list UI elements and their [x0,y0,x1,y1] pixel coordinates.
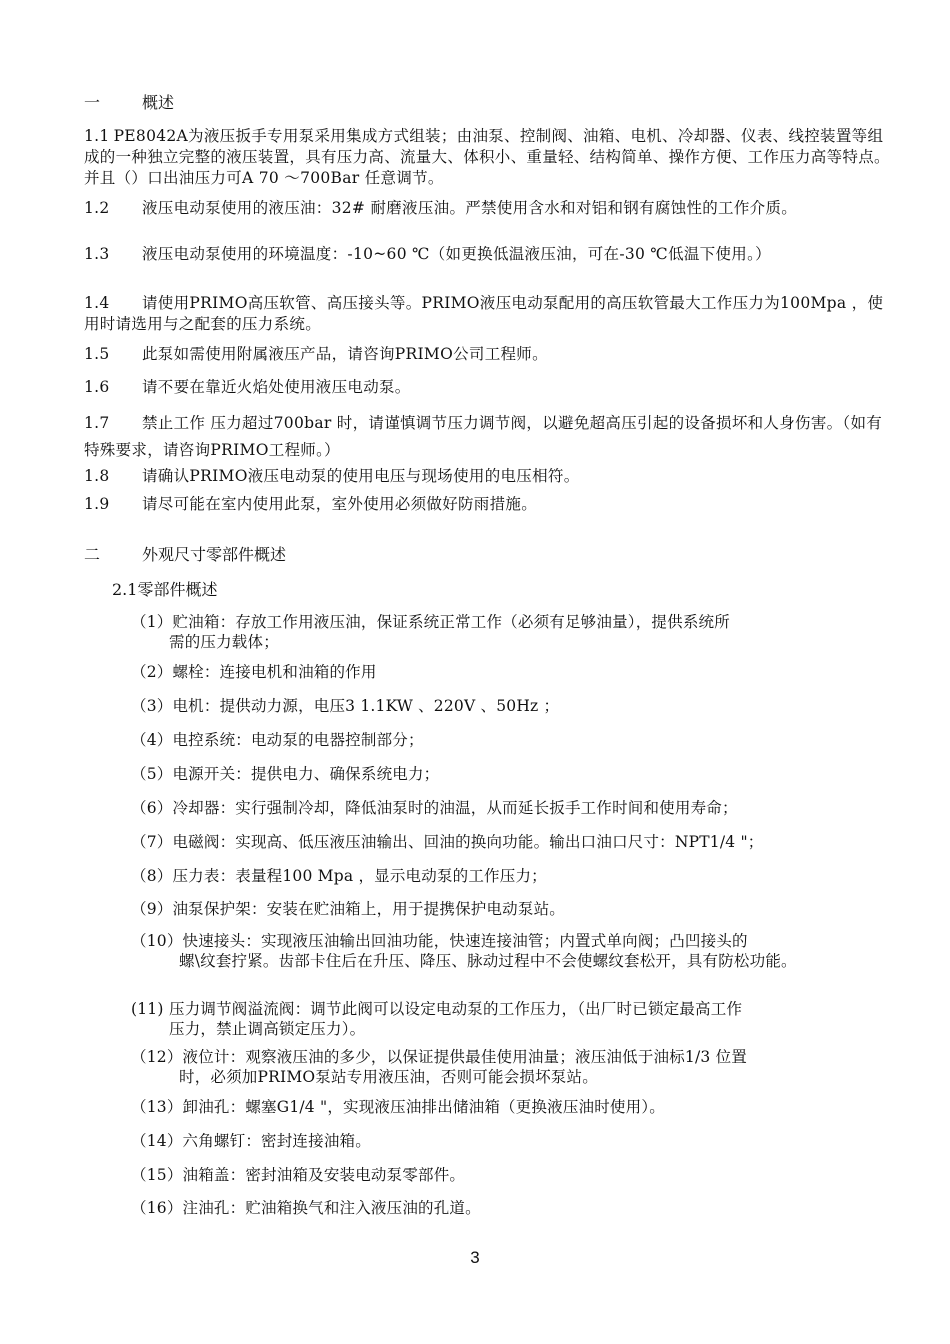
item-number: （6） [131,799,173,817]
item-number: （1） [131,613,173,631]
paragraph-number: 1.1 [84,127,110,145]
list-item [131,696,891,716]
paragraph-text: 液压电动泵使用的液压油：32# 耐磨液压油。严禁使用含水和对铝和钢有腐蚀性的工作介质。 [142,199,798,217]
item-number: （12） [131,1048,183,1066]
item-number: （3） [131,697,173,715]
paragraph-1-4 [84,293,894,335]
item-text: 电源开关：提供电力、确保系统电力； [172,765,440,783]
item-number: （8） [131,867,173,885]
paragraph-text: 禁止工作 压力超过700bar 时，请谨慎调节压力调节阀，以避免超高压引起的设备损坏和人身伤害。（如有特殊要求，请咨询PRIMO工程师。） [84,414,883,459]
item-text: 电机：提供动力源，电压3 1.1KW 、220V 、50Hz ； [172,697,560,715]
item-continuation: 时，必须加PRIMO泵站专用液压油，否则可能会损坏泵站。 [179,1068,598,1086]
section-2-heading [84,544,286,566]
paragraph-text: 请确认PRIMO液压电动泵的使用电压与现场使用的电压相符。 [142,467,580,485]
item-number: （9） [131,900,173,918]
item-text: 电控系统：电动泵的电器控制部分； [172,731,424,749]
list-item [131,832,891,852]
item-continuation: 压力，禁止调高锁定压力）。 [169,1020,366,1038]
item-number: （5） [131,765,173,783]
item-number: （10） [131,932,183,950]
item-number: (11) [131,1000,164,1018]
item-text: 压力调节阀溢流阀：调节此阀可以设定电动泵的工作压力，（出厂时已锁定最高工作 [169,1000,743,1018]
page-number: 3 [470,1248,480,1267]
item-number: （16） [131,1199,183,1217]
paragraph-number: 1.7 [84,414,110,432]
list-item [131,612,891,652]
paragraph-1-8 [84,466,894,487]
item-text: 液位计：观察液压油的多少，以保证提供最佳使用油量；液压油低于油标1/3 位置 [182,1048,748,1066]
list-item [131,1131,891,1151]
item-text: 注油孔：贮油箱换气和注入液压油的孔道。 [182,1199,481,1217]
paragraph-number: 1.8 [84,467,110,485]
list-item [131,1047,891,1087]
item-continuation: 螺\纹套拧紧。齿部卡住后在升压、降压、脉动过程中不会使螺纹套松开，具有防松功能。 [179,952,797,970]
paragraph-number: 1.6 [84,378,110,396]
paragraph-1-6 [84,377,894,398]
paragraph-1-7 [84,410,894,464]
list-item [131,1097,891,1117]
list-item [131,730,891,750]
paragraph-text: 请尽可能在室内使用此泵，室外使用必须做好防雨措施。 [142,495,538,513]
item-number: （4） [131,731,173,749]
item-number: （14） [131,1132,183,1150]
paragraph-text: PE8042A为液压扳手专用泵采用集成方式组装；由油泵、控制阀、油箱、电机、冷却器、仪表、线控装置等组成的一种独立完整的液压装置，具有压力高、流量大、体积小、重量轻、结构简单、操作方便、工作压力高等特点。并且（）口出油压力可A 70 ～700Bar 任意调节。 [84,127,890,187]
section-1-title: 概述 [142,93,175,112]
paragraph-1-1 [84,126,894,189]
section-2-number: 二 [84,545,101,564]
list-item [131,1165,891,1185]
item-text: 卸油孔：螺塞G1/4 "，实现液压油排出储油箱（更换液压油时使用）。 [182,1098,665,1116]
paragraph-number: 1.5 [84,345,110,363]
item-number: （2） [131,663,173,681]
list-item [131,764,891,784]
item-number: （13） [131,1098,183,1116]
list-item [131,662,891,682]
list-item [131,798,891,818]
paragraph-text: 此泵如需使用附属液压产品，请咨询PRIMO公司工程师。 [142,345,548,363]
section-2-title: 外观尺寸零部件概述 [142,545,287,564]
item-number: （7） [131,833,173,851]
item-text: 六角螺钉：密封连接油箱。 [182,1132,371,1150]
section-1-heading [84,92,174,114]
paragraph-1-9 [84,494,894,515]
paragraph-text: 请使用PRIMO高压软管、高压接头等。PRIMO液压电动泵配用的高压软管最大工作压力为100Mpa ，使用时请选用与之配套的压力系统。 [84,294,884,333]
item-text: 电磁阀：实现高、低压液压油输出、回油的换向功能。输出口油口尺寸：NPT1/4 "； [172,833,764,851]
item-text: 压力表：表量程100 Mpa ，显示电动泵的工作压力； [172,867,547,885]
item-number: （15） [131,1166,183,1184]
paragraph-1-2 [84,198,894,219]
paragraph-1-3 [84,244,894,265]
subsection-2-1-heading: 2.1零部件概述 [112,580,218,599]
list-item [131,1198,891,1218]
item-text: 冷却器：实行强制冷却，降低油泵时的油温，从而延长扳手工作时间和使用寿命； [172,799,738,817]
item-text: 快速接头：实现液压油输出回油功能，快速连接油管；内置式单向阀；凸凹接头的 [182,932,748,950]
item-text: 贮油箱：存放工作用液压油，保证系统正常工作（必须有足够油量），提供系统所 [172,613,730,631]
paragraph-number: 1.3 [84,245,110,263]
paragraph-number: 1.4 [84,294,110,312]
item-continuation: 需的压力载体； [169,633,279,651]
list-item [131,931,891,971]
paragraph-text: 液压电动泵使用的环境温度：-10~60 ℃（如更换低温液压油，可在-30 ℃低温下使用。） [142,245,771,263]
item-text: 油箱盖：密封油箱及安装电动泵零部件。 [182,1166,466,1184]
paragraph-number: 1.9 [84,495,110,513]
list-item [131,899,891,919]
paragraph-number: 1.2 [84,199,110,217]
item-text: 油泵保护架：安装在贮油箱上，用于提携保护电动泵站。 [172,900,565,918]
list-item [131,999,891,1039]
paragraph-text: 请不要在靠近火焰处使用液压电动泵。 [142,378,411,396]
list-item [131,866,891,886]
item-text: 螺栓：连接电机和油箱的作用 [172,663,377,681]
section-1-number: 一 [84,93,101,112]
paragraph-1-5 [84,344,894,365]
